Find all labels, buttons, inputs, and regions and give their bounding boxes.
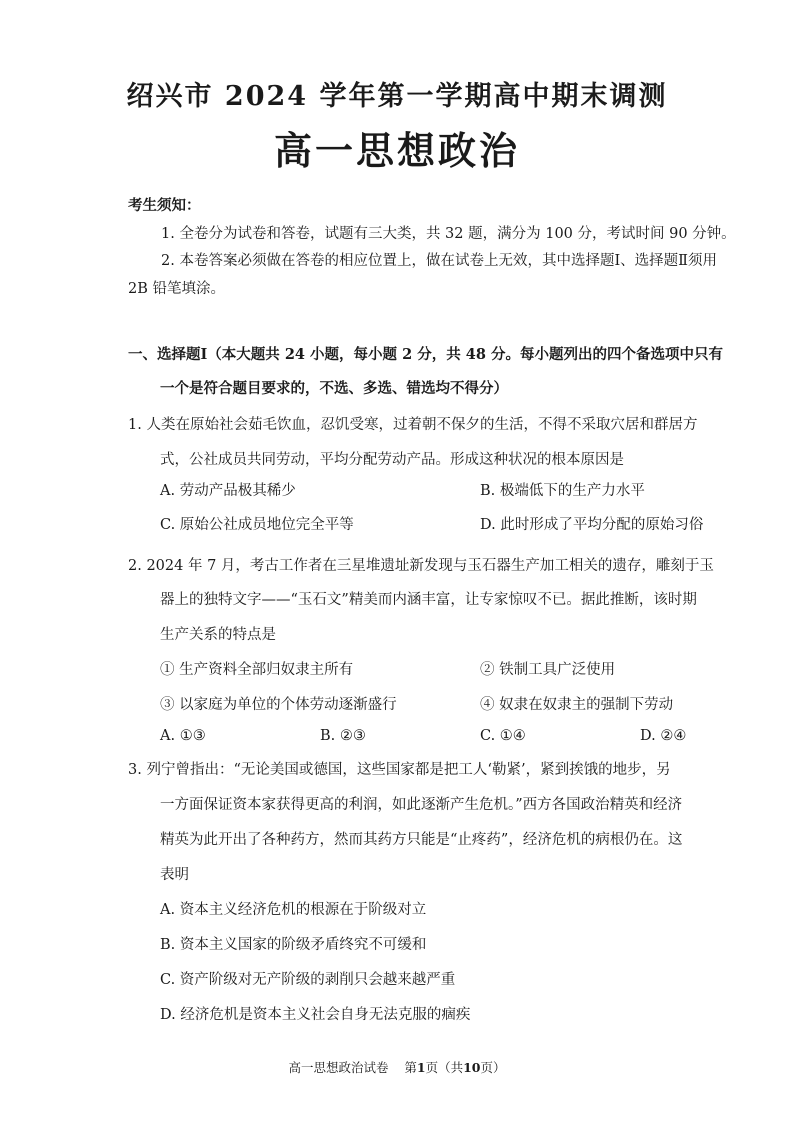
notice-item-2-line1: 2. 本卷答案必须做在答卷的相应位置上，做在试卷上无效，其中选择题Ⅰ、选择题Ⅱ须用 [161, 253, 718, 269]
q2-item-4: ④ 奴隶在奴隶主的强制下劳动 [480, 697, 674, 713]
q2-item-3: ③ 以家庭为单位的个体劳动逐渐盛行 [160, 697, 397, 713]
q2-stem-line2: 器上的独特文字——“玉石文”精美而内涵丰富，让专家惊叹不已。据此推断，该时期 [160, 592, 697, 608]
q2-option-c: C. ①④ [480, 728, 526, 744]
q2-item-1: ① 生产资料全部归奴隶主所有 [160, 662, 354, 678]
q3-option-d: D. 经济危机是资本主义社会自身无法克服的痼疾 [160, 1007, 471, 1023]
section1-heading-line1: 一、选择题Ⅰ（本大题共 24 小题，每小题 2 分，共 48 分。每小题列出的四个备选项中只有 [128, 346, 724, 363]
q2-option-b: B. ②③ [320, 728, 366, 744]
q3-stem-line2: 一方面保证资本家获得更高的利润，如此逐渐产生危机。”西方各国政治精英和经济 [160, 797, 683, 813]
q1-option-c: C. 原始公社成员地位完全平等 [160, 517, 354, 533]
q2-stem-line3: 生产关系的特点是 [160, 627, 276, 643]
notice-item-2-line2: 2B 铅笔填涂。 [128, 281, 225, 297]
exam-title: 绍兴市 2024 学年第一学期高中期末调测 [126, 81, 668, 112]
footer-page-number: 1 [416, 1060, 426, 1075]
subject-title: 高一思想政治 [273, 128, 520, 173]
footer-total-pages: 10 [463, 1060, 481, 1075]
q3-option-a: A. 资本主义经济危机的根源在于阶级对立 [160, 902, 427, 918]
q1-option-b: B. 极端低下的生产力水平 [480, 483, 645, 499]
q1-option-a: A. 劳动产品极其稀少 [160, 483, 296, 499]
q2-item-2: ② 铁制工具广泛使用 [480, 662, 616, 678]
q3-stem-line1: 3. 列宁曾指出：“无论美国或德国，这些国家都是把工人‘勒紧’，紧到挨饿的地步，另 [128, 762, 671, 778]
section1-heading-line2: 一个是符合题目要求的，不选、多选、错选均不得分） [160, 380, 508, 397]
notice-heading: 考生须知： [128, 197, 201, 214]
q3-option-c: C. 资产阶级对无产阶级的剥削只会越来越严重 [160, 972, 456, 988]
q3-stem-line4: 表明 [160, 867, 189, 883]
page-footer [0, 1058, 794, 1076]
footer-page-prefix: 第 [404, 1060, 417, 1075]
q3-option-b: B. 资本主义国家的阶级矛盾终究不可缓和 [160, 937, 427, 953]
q3-stem-line3: 精英为此开出了各种药方，然而其药方只能是“止疼药”，经济危机的病根仍在。这 [160, 832, 683, 848]
footer-page-mid: 页（共 [425, 1060, 464, 1075]
q1-stem-line1: 1. 人类在原始社会茹毛饮血，忍饥受寒，过着朝不保夕的生活，不得不采取穴居和群居方 [128, 417, 698, 433]
footer-page-suffix: 页） [480, 1060, 506, 1075]
q2-stem-line1: 2. 2024 年 7 月，考古工作者在三星堆遗址新发现与玉石器生产加工相关的遗存，雕刻于玉 [128, 558, 714, 574]
q2-option-a: A. ①③ [160, 728, 206, 744]
q1-option-d: D. 此时形成了平均分配的原始习俗 [480, 517, 704, 533]
footer-paper-name: 高一思想政治试卷 [288, 1060, 389, 1075]
q2-option-d: D. ②④ [640, 728, 687, 744]
q1-stem-line2: 式，公社成员共同劳动，平均分配劳动产品。形成这种状况的根本原因是 [160, 452, 624, 468]
notice-item-1: 1. 全卷分为试卷和答卷，试题有三大类，共 32 题，满分为 100 分，考试时间 90 分钟。 [161, 226, 736, 242]
